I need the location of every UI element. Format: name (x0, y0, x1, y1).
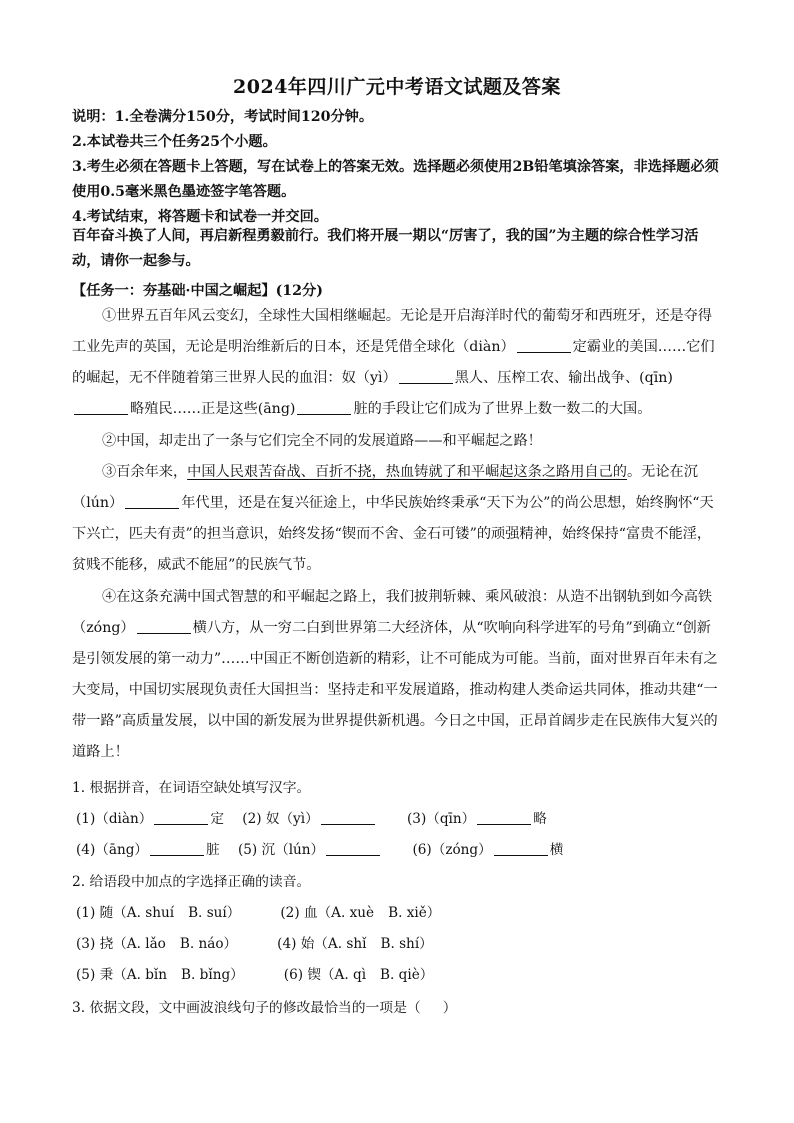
p3-text-a: ③百余年来， (102, 464, 188, 480)
instruction-1: 说明：1.全卷满分150分，考试时间120分钟。 (72, 109, 374, 125)
q3-stem (72, 996, 456, 1016)
q2-option-3a[interactable]: (3) 挠（A. lǎo (76, 936, 166, 952)
q2-option-4a[interactable]: (4) 始（A. shǐ (277, 936, 367, 952)
p3-text-b: 。无论在沉（lún） (72, 464, 698, 511)
q1-item-3-char: 略 (533, 811, 547, 827)
intro-text: 百年奋斗换了人间，再启新程勇毅前行。我们将开展一期以“厉害了，我的国”为主题的综合性学习活动，请你一起参与。 (72, 228, 699, 269)
q2-option-2a[interactable]: (2) 血（A. xuè (280, 905, 375, 921)
q3-stem-text: 3. 依据文段，文中画波浪线句子的修改最恰当的一项是（ (72, 1000, 421, 1016)
q1-row-2 (76, 838, 563, 858)
q1-item-6-char: 横 (549, 842, 564, 858)
q1-item-4-char: 脏 (206, 842, 220, 858)
blank-yi[interactable] (399, 369, 453, 384)
paragraph-1 (72, 301, 722, 425)
q1-item-2-label: (2) 奴（yì） (242, 811, 319, 827)
p4-text-b: 横八方，从一穷二白到世界第二大经济体，从“吹响向科学进军的号角”到确立“创新是引领发展的第一动力”……中国正不断创造新的精彩，让不可能成为可能。当前，面对世界百年未有之大变局，中国切实展现负责任大国担当：坚持走和平发展道路，推动构建人类命运共同体，推动共建“一带一路”高质量发展，以中国的新发展为世界提供新机遇。今日之中国，正昂首阔步走在民族伟大复兴的道路上！ (72, 620, 718, 760)
blank-lun[interactable] (125, 494, 179, 509)
q1-blank-3[interactable] (477, 810, 531, 825)
q2-option-6a[interactable]: (6) 锲（A. qì (283, 967, 367, 983)
p1-text-a: ①世界五百年风云变幻，全球性大国相继崛起。无论是开启海洋时代的葡萄牙和西班牙，还是夺得工业先声的英国，无论是明治维新后的日本，还是凭借全球化（diàn） (72, 308, 713, 355)
q1-blank-4[interactable] (150, 841, 204, 856)
instruction-4: 4.考试结束，将答题卡和试卷一并交回。 (72, 209, 328, 225)
q1-item-1-label: (1)（diàn） (76, 811, 153, 827)
q2-row-3 (76, 963, 433, 983)
page-title: 2024年四川广元中考语文试题及答案 (233, 76, 561, 98)
paragraph-3 (72, 457, 722, 581)
instruction-3-cont: 使用0.5毫米黑色墨迹签字笔答题。 (72, 184, 296, 200)
q1-item-4-label: (4)（āng） (76, 842, 149, 858)
blank-qin[interactable] (74, 400, 128, 415)
q1-item-3-label: (3)（qīn） (407, 811, 476, 827)
q2-option-4b[interactable]: B. shí） (380, 936, 433, 952)
p4-text-a: ④在这条充满中国式智慧的和平崛起之路上，我们披荆斩棘、乘风破浪：从造不出钢轨到如今高铁（zóng） (72, 589, 713, 636)
q2-row-1 (76, 901, 440, 921)
p1-text-d: 略殖民……正是这些(āng) (130, 401, 296, 417)
p3-text-c: 年代里，还是在复兴征途上，中华民族始终秉承“天下为公”的尚公思想，始终胸怀“天下兴亡，匹夫有责”的担当意识，始终发扬“锲而不舍、金石可镂”的顽强精神，始终保持“富贵不能淫，贫贱不能移，威武不能屈”的民族气节。 (72, 495, 714, 573)
q2-option-5b[interactable]: B. bǐng） (181, 967, 244, 983)
p1-text-c: 黑人、压榨工农、输出战争、(qīn) (454, 370, 673, 386)
paragraph-4 (72, 582, 722, 768)
instruction-2: 2.本试卷共三个任务25个小题。 (72, 134, 277, 150)
p1-text-e: 脏的手段让它们成为了世界上数一数二的大国。 (353, 401, 652, 417)
instruction-3: 3.考生必须在答题卡上答题，写在试卷上的答案无效。选择题必须使用2B铅笔填涂答案，非选择题必须 (72, 159, 719, 175)
q1-stem: 1. 根据拼音，在词语空缺处填写汉字。 (72, 780, 311, 796)
q2-option-1b[interactable]: B. suí） (188, 905, 241, 921)
q1-item-1-char: 定 (210, 811, 224, 827)
blank-ang[interactable] (297, 400, 351, 415)
q2-option-3b[interactable]: B. náo） (179, 936, 238, 952)
q2-option-1a[interactable]: (1) 随（A. shuí (76, 905, 175, 921)
q1-item-5-label: (5) 沉（lún） (237, 842, 325, 858)
blank-zong[interactable] (137, 619, 191, 634)
q2-option-5a[interactable]: (5) 秉（A. bǐn (76, 967, 168, 983)
q2-row-2 (76, 932, 433, 952)
p1-text-b: 定霸业的美国……它们的崛起，无不伴随着第三世界人民的血泪：奴（yì） (72, 339, 715, 386)
paragraph-2: ②中国，却走出了一条与它们完全不同的发展道路——和平崛起之路！ (102, 433, 542, 449)
q2-option-6b[interactable]: B. qiè） (380, 967, 434, 983)
q2-option-2b[interactable]: B. xiě） (388, 905, 441, 921)
blank-dian[interactable] (517, 338, 571, 353)
q1-row-1 (76, 807, 547, 827)
q2-stem: 2. 给语段中加点的字选择正确的读音。 (72, 874, 311, 890)
task1-heading: 【任务一：夯基础·中国之崛起】(12分) (72, 283, 323, 299)
q1-blank-1[interactable] (154, 810, 208, 825)
q1-item-6-label: (6)（zóng） (412, 842, 492, 858)
wavy-underlined-sentence: 中国人民艰苦奋战、百折不挠，热血铸就了和平崛起这条之路用自己的 (187, 464, 627, 480)
q1-blank-2[interactable] (321, 810, 375, 825)
q1-blank-6[interactable] (494, 841, 548, 856)
q1-blank-5[interactable] (326, 841, 380, 856)
q3-answer-paren[interactable]: ） (442, 1000, 457, 1016)
